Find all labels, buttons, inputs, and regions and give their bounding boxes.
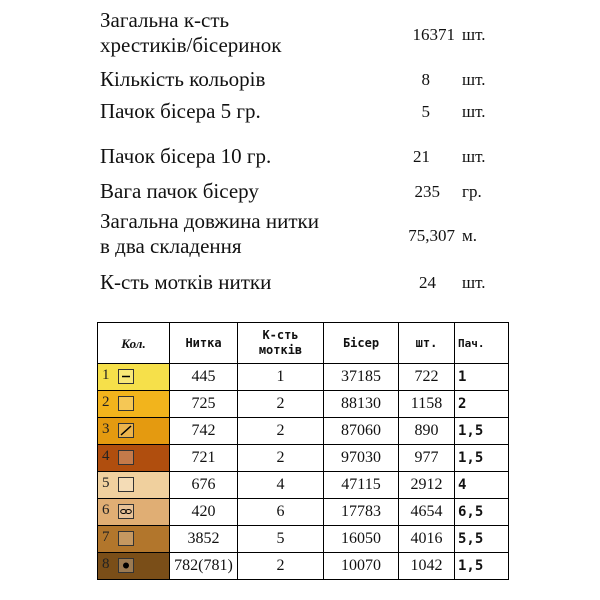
bead-count: 1042 <box>399 553 455 580</box>
skein-count: 2 <box>238 418 324 445</box>
bead-count: 722 <box>399 364 455 391</box>
header-motkiv-line2: мотків <box>258 343 303 357</box>
color-number: 6 <box>102 502 110 518</box>
header-nytka: Нитка <box>170 323 238 364</box>
table-row <box>98 526 509 553</box>
bead-count: 1158 <box>399 391 455 418</box>
bead-code: 47115 <box>324 472 399 499</box>
summary-value: 75,307 <box>408 226 455 245</box>
summary-unit: шт. <box>462 25 486 44</box>
summary-unit: шт. <box>462 102 486 121</box>
thread-number: 721 <box>170 445 238 472</box>
skein-count: 2 <box>238 553 324 580</box>
bead-code: 10070 <box>324 553 399 580</box>
header-pach: Пач. <box>455 323 509 364</box>
thread-number: 3852 <box>170 526 238 553</box>
summary-unit: м. <box>462 226 478 245</box>
summary-value: 8 <box>421 70 430 89</box>
pack-count: 6,5 <box>455 499 509 526</box>
dash-icon <box>118 369 134 384</box>
summary-label <box>100 99 261 124</box>
skein-count: 4 <box>238 472 324 499</box>
bead-count: 4654 <box>399 499 455 526</box>
color-number: 8 <box>102 556 110 572</box>
summary-value: 5 <box>421 102 430 121</box>
color-swatch <box>98 526 170 553</box>
color-swatch <box>98 445 170 472</box>
summary-label <box>100 8 281 58</box>
blank-icon <box>118 450 134 465</box>
skein-count: 1 <box>238 364 324 391</box>
thread-number: 676 <box>170 472 238 499</box>
color-number: 5 <box>102 475 110 491</box>
summary-label-line: Вага пачок бісеру <box>100 179 259 203</box>
skein-count: 6 <box>238 499 324 526</box>
summary-unit: шт. <box>462 70 486 89</box>
thread-number: 742 <box>170 418 238 445</box>
table-row <box>98 499 509 526</box>
header-motkiv <box>238 323 324 364</box>
bead-count: 977 <box>399 445 455 472</box>
table-row <box>98 553 509 580</box>
summary-label-line: К-сть мотків нитки <box>100 270 272 294</box>
blank-icon <box>118 477 134 492</box>
table-row <box>98 418 509 445</box>
color-swatch <box>98 418 170 445</box>
dot-icon <box>118 558 134 573</box>
pack-count: 1,5 <box>455 553 509 580</box>
color-swatch <box>98 364 170 391</box>
summary-label-line: хрестиків/бісеринок <box>100 33 282 57</box>
skein-count: 2 <box>238 445 324 472</box>
table-row <box>98 472 509 499</box>
thread-number: 420 <box>170 499 238 526</box>
summary-label <box>100 67 265 92</box>
summary-value: 21 <box>413 147 430 166</box>
summary-label-line: Пачок бісера 10 гр. <box>100 144 272 168</box>
thread-number: 725 <box>170 391 238 418</box>
blank-icon <box>118 396 134 411</box>
color-number: 7 <box>102 529 110 545</box>
color-swatch <box>98 391 170 418</box>
pack-count: 2 <box>455 391 509 418</box>
table-row <box>98 364 509 391</box>
summary-label <box>100 179 259 204</box>
summary-unit: шт. <box>462 147 486 166</box>
bead-code: 37185 <box>324 364 399 391</box>
pack-count: 4 <box>455 472 509 499</box>
bead-code: 16050 <box>324 526 399 553</box>
thread-number: 445 <box>170 364 238 391</box>
summary-label-line: в два складення <box>100 234 242 258</box>
summary-value: 16371 <box>412 25 455 44</box>
header-biser: Бісер <box>324 323 399 364</box>
thread-number: 782(781) <box>170 553 238 580</box>
bead-count: 4016 <box>399 526 455 553</box>
summary-label-line: Загальна к-сть <box>100 8 230 32</box>
summary-label-line: Кількість кольорів <box>100 67 266 91</box>
pack-count: 1,5 <box>455 418 509 445</box>
summary-value: 24 <box>419 273 436 292</box>
pack-count: 1,5 <box>455 445 509 472</box>
bead-code: 88130 <box>324 391 399 418</box>
summary-label <box>100 209 319 259</box>
bead-code: 87060 <box>324 418 399 445</box>
skein-count: 2 <box>238 391 324 418</box>
infinity-icon <box>118 504 134 519</box>
summary-label-line: Загальна довжина нитки <box>100 209 319 233</box>
color-number: 3 <box>102 421 110 437</box>
color-number: 4 <box>102 448 110 464</box>
summary-label <box>100 144 271 169</box>
header-sht: шт. <box>399 323 455 364</box>
summary-label-line: Пачок бісера 5 гр. <box>100 99 261 123</box>
table-row <box>98 391 509 418</box>
color-number: 1 <box>102 367 110 383</box>
header-motkiv-line1: К-сть <box>262 328 299 342</box>
skein-count: 5 <box>238 526 324 553</box>
bead-code: 17783 <box>324 499 399 526</box>
slash-icon <box>118 423 134 438</box>
pack-count: 1 <box>455 364 509 391</box>
summary-value: 235 <box>414 182 440 201</box>
table-header-row <box>98 323 509 364</box>
bead-count: 890 <box>399 418 455 445</box>
table-row <box>98 445 509 472</box>
summary-unit: шт. <box>462 273 486 292</box>
pack-count: 5,5 <box>455 526 509 553</box>
blank-icon <box>118 531 134 546</box>
color-swatch <box>98 553 170 580</box>
summary-label <box>100 270 271 295</box>
header-kol: Кол. <box>98 323 170 364</box>
color-table <box>97 322 509 580</box>
color-number: 2 <box>102 394 110 410</box>
bead-code: 97030 <box>324 445 399 472</box>
bead-count: 2912 <box>399 472 455 499</box>
summary-unit: гр. <box>462 182 482 201</box>
color-swatch <box>98 499 170 526</box>
color-swatch <box>98 472 170 499</box>
